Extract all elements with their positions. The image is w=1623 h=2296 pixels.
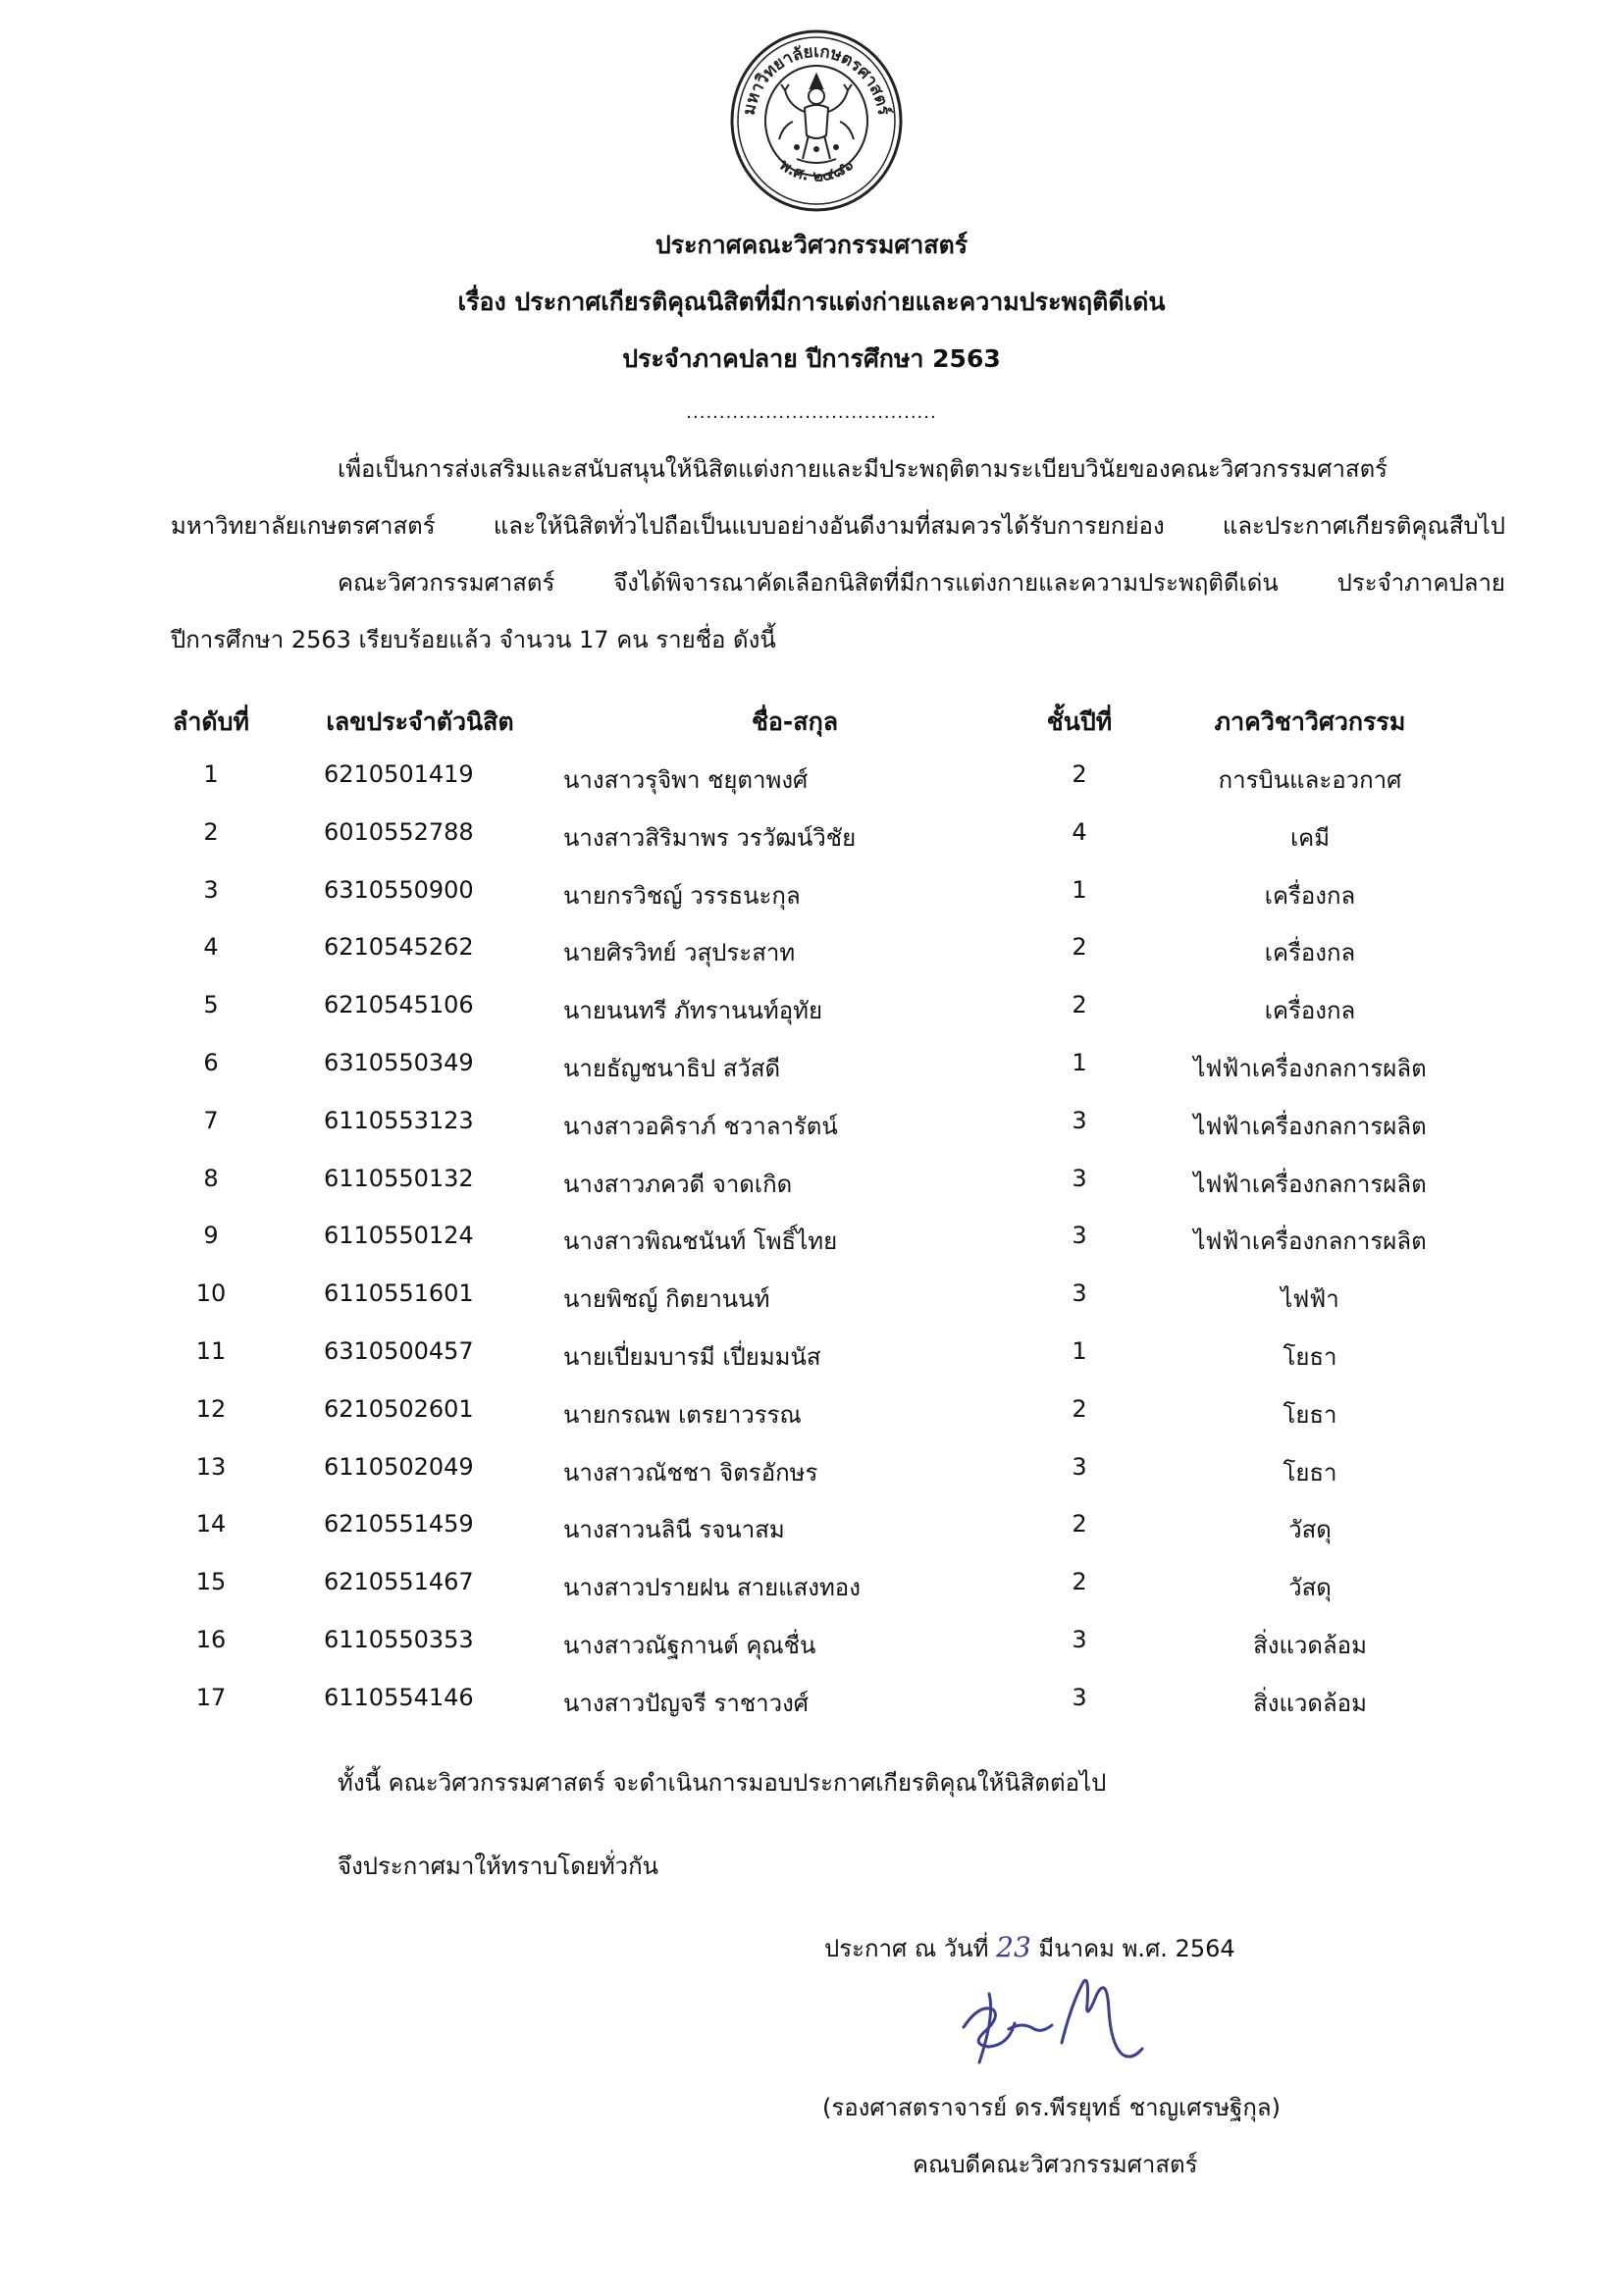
row-year: 3 (1072, 1222, 1087, 1249)
row-department: วัสดุ (1288, 1574, 1332, 1601)
row-department: ไฟฟ้าเครื่องกลการผลิต (1193, 1227, 1427, 1255)
row-student-id: 6110551601 (324, 1279, 474, 1307)
row-number: 14 (195, 1510, 227, 1538)
row-student-id: 6210545106 (324, 991, 474, 1018)
announcement-term: ประจำภาคปลาย ปีการศึกษา 2563 (622, 344, 1001, 373)
row-student-name: นางสาวพิณชนันท์ โพธิ์ไทย (563, 1227, 838, 1255)
row-year: 2 (1072, 1568, 1087, 1595)
svg-text:พ.ศ. ๒๔๘๖: พ.ศ. ๒๔๘๖ (776, 155, 857, 185)
row-number: 10 (195, 1279, 227, 1307)
row-number: 12 (195, 1395, 227, 1423)
row-student-name: นางสาวสิริมาพร วรวัฒน์วิชัย (563, 824, 857, 852)
row-number: 15 (195, 1568, 227, 1595)
row-student-name: นางสาวณัชชา จิตรอักษร (563, 1459, 818, 1487)
row-student-id: 6210551459 (324, 1510, 474, 1538)
row-department: ไฟฟ้าเครื่องกลการผลิต (1193, 1055, 1427, 1082)
row-year: 3 (1072, 1684, 1087, 1711)
row-number: 2 (203, 818, 219, 846)
row-student-id: 6210545262 (324, 933, 474, 961)
row-department: โยธา (1283, 1343, 1337, 1371)
row-student-id: 6210502601 (324, 1395, 474, 1423)
row-student-name: นายเปี่ยมบารมี เปี่ยมมนัส (563, 1343, 821, 1371)
announcement-title: ประกาศคณะวิศวกรรมศาสตร์ (654, 231, 969, 259)
row-year: 2 (1072, 933, 1087, 961)
intro-paragraph-1-line-1: เพื่อเป็นการส่งเสริมและสนับสนุนให้นิสิตแต่งกายและมีประพฤติตามระเบียบวินัยของคณะวิศวกรรมศาสตร์ (338, 455, 1388, 483)
row-department: เครื่องกล (1264, 997, 1356, 1024)
row-student-id: 6110554146 (324, 1684, 474, 1711)
row-year: 4 (1072, 818, 1087, 846)
row-student-name: นางสาวนลินี รจนาสม (563, 1516, 785, 1543)
svg-text:มหาวิทยาลัยเกษตรศาสตร์: มหาวิทยาลัยเกษตรศาสตร์ (739, 41, 894, 117)
row-number: 17 (195, 1684, 227, 1711)
row-student-name: นายธัญชนาธิป สวัสดี (563, 1055, 781, 1082)
announcement-subject: เรื่อง ประกาศเกียรติคุณนิสิตที่มีการแต่งก่ายและความประพฤติดีเด่น (457, 287, 1166, 316)
row-year: 3 (1072, 1453, 1087, 1481)
row-student-id: 6110550353 (324, 1626, 474, 1653)
date-prefix: ประกาศ ณ วันที่ (824, 1935, 989, 1962)
signer-title: คณบดีคณะวิศวกรรมศาสตร์ (913, 2151, 1198, 2178)
row-student-name: นางสาวปรายฝน สายแสงทอง (563, 1574, 861, 1601)
date-day-handwritten: 23 (996, 1931, 1031, 1963)
row-department: เครื่องกล (1264, 939, 1356, 966)
heading-separator: ...................................... (686, 402, 937, 423)
row-student-name: นายศิรวิทย์ วสุประสาท (563, 939, 796, 966)
row-department: ไฟฟ้าเครื่องกลการผลิต (1193, 1171, 1427, 1198)
header-student-id: เลขประจำตัวนิสิต (326, 707, 514, 736)
signer-name: (รองศาสตราจารย์ ดร.พีรยุทธ์ ชาญเศรษฐิกุล) (822, 2094, 1282, 2121)
row-year: 1 (1072, 1337, 1087, 1365)
header-year: ชั้นปีที่ (1046, 707, 1113, 736)
row-student-id: 6110502049 (324, 1453, 474, 1481)
row-number: 7 (203, 1107, 219, 1134)
row-student-name: นางสาวปัญจรี ราชาวงศ์ (563, 1690, 810, 1717)
row-number: 6 (203, 1049, 219, 1076)
row-student-id: 6210501419 (324, 760, 474, 788)
university-seal-logo (728, 27, 905, 214)
header-no: ลำดับที่ (173, 707, 249, 736)
row-number: 8 (203, 1165, 219, 1192)
header-department: ภาควิชาวิศวกรรม (1214, 707, 1406, 736)
row-year: 2 (1072, 1510, 1087, 1538)
row-number: 5 (203, 991, 219, 1018)
row-number: 4 (203, 933, 219, 961)
row-year: 2 (1072, 760, 1087, 788)
row-student-id: 6110550132 (324, 1165, 474, 1192)
row-department: เครื่องกล (1264, 882, 1356, 910)
row-department: ไฟฟ้า (1281, 1285, 1339, 1313)
intro-paragraph-2-line-2: ปีการศึกษา 2563 เรียบร้อยแล้ว จำนวน 17 คน รายชื่อ ดังนี้ (171, 626, 776, 653)
row-number: 9 (203, 1222, 219, 1249)
row-student-id: 6010552788 (324, 818, 474, 846)
row-department: สิ่งแวดล้อม (1253, 1690, 1367, 1717)
row-department: การบินและอวกาศ (1218, 766, 1402, 794)
row-student-name: นายพิชญ์ กิตยานนท์ (563, 1285, 770, 1313)
closing-line-1: ทั้งนี้ คณะวิศวกรรมศาสตร์ จะดำเนินการมอบประกาศเกียรติคุณให้นิสิตต่อไป (338, 1769, 1107, 1797)
date-month-year: มีนาคม พ.ศ. 2564 (1038, 1935, 1235, 1962)
intro-paragraph-1-line-2: มหาวิทยาลัยเกษตรศาสตร์ และให้นิสิตทั่วไปถือเป็นแบบอย่างอันดีงามที่สมควรได้รับการยกย่อง และประกาศเกียรติคุณสืบไป (171, 512, 1505, 540)
row-year: 3 (1072, 1165, 1087, 1192)
row-student-id: 6210551467 (324, 1568, 474, 1595)
row-number: 3 (203, 876, 219, 904)
row-year: 3 (1072, 1279, 1087, 1307)
row-student-name: นายกรวิชญ์ วรรธนะกุล (563, 882, 801, 910)
row-student-id: 6310550349 (324, 1049, 474, 1076)
row-department: สิ่งแวดล้อม (1253, 1632, 1367, 1659)
row-number: 16 (195, 1626, 227, 1653)
row-student-id: 6110550124 (324, 1222, 474, 1249)
row-year: 3 (1072, 1626, 1087, 1653)
row-student-id: 6310550900 (324, 876, 474, 904)
row-student-name: นางสาวณัฐกานต์ คุณชื่น (563, 1632, 816, 1659)
row-year: 1 (1072, 876, 1087, 904)
row-year: 3 (1072, 1107, 1087, 1134)
row-department: โยธา (1283, 1459, 1337, 1487)
header-name: ชื่อ-สกุล (751, 707, 839, 736)
row-student-name: นางสาวอคิราภ์ ชวาลารัตน์ (563, 1113, 838, 1140)
closing-line-2: จึงประกาศมาให้ทราบโดยทั่วกัน (338, 1852, 659, 1880)
row-department: วัสดุ (1288, 1516, 1332, 1543)
row-year: 2 (1072, 991, 1087, 1018)
row-student-name: นางสาวภควดี จาดเกิด (563, 1171, 793, 1198)
row-department: ไฟฟ้าเครื่องกลการผลิต (1193, 1113, 1427, 1140)
announcement-date (824, 1929, 1235, 1967)
dean-signature (950, 1964, 1156, 2077)
row-student-name: นายกรณพ เตรยาวรรณ (563, 1401, 802, 1429)
intro-paragraph-2-line-1: คณะวิศวกรรมศาสตร์ จึงได้พิจารณาคัดเลือกนิสิตที่มีการแต่งกายและความประพฤติดีเด่น ประจำภาคปลาย (338, 569, 1505, 597)
row-student-id: 6110553123 (324, 1107, 474, 1134)
row-number: 1 (203, 760, 219, 788)
row-student-id: 6310500457 (324, 1337, 474, 1365)
row-number: 13 (195, 1453, 227, 1481)
row-year: 2 (1072, 1395, 1087, 1423)
row-year: 1 (1072, 1049, 1087, 1076)
row-department: เคมี (1289, 824, 1331, 852)
row-department: โยธา (1283, 1401, 1337, 1429)
row-number: 11 (195, 1337, 227, 1365)
row-student-name: นายนนทรี ภัทรานนท์อุทัย (563, 997, 823, 1024)
row-student-name: นางสาวรุจิพา ชยุตาพงศ์ (563, 766, 809, 794)
